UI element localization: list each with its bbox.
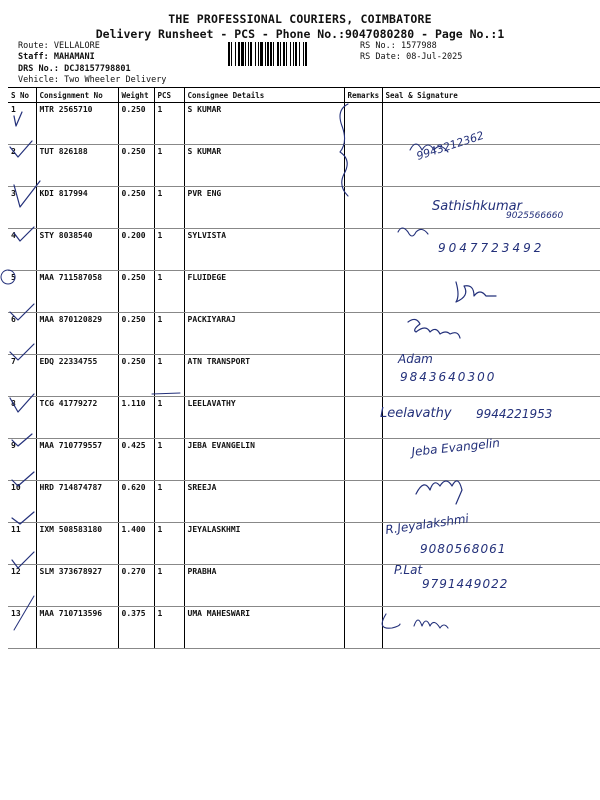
row-signature	[382, 523, 600, 565]
row-consignee: S KUMAR	[184, 145, 344, 187]
vehicle-label: Vehicle:	[18, 75, 59, 85]
row-signature	[382, 313, 600, 355]
row-pcs: 1	[154, 187, 184, 229]
signature-7-name: Adam	[398, 352, 433, 366]
table-row	[8, 271, 600, 313]
row-pcs: 1	[154, 145, 184, 187]
row-signature	[382, 481, 600, 523]
row-weight: 0.200	[118, 229, 154, 271]
row-weight: 1.110	[118, 397, 154, 439]
rs-date-label: RS Date:	[360, 52, 401, 62]
row-consignment-no: TUT 826188	[36, 145, 118, 187]
row-consignment-no: STY 8038540	[36, 229, 118, 271]
row-weight: 1.400	[118, 523, 154, 565]
rs-no-line	[360, 41, 437, 51]
row-sno: 13	[8, 607, 36, 649]
row-remarks	[344, 229, 382, 271]
route-label: Route:	[18, 41, 49, 51]
row-remarks	[344, 313, 382, 355]
row-pcs: 1	[154, 523, 184, 565]
row-consignment-no: HRD 714874787	[36, 481, 118, 523]
row-remarks	[344, 607, 382, 649]
row-weight: 0.375	[118, 607, 154, 649]
row-remarks	[344, 565, 382, 607]
company-title: THE PROFESSIONAL COURIERS, COIMBATORE	[168, 12, 432, 26]
row-pcs: 1	[154, 565, 184, 607]
row-pcs: 1	[154, 481, 184, 523]
rs-date-line	[360, 52, 462, 62]
table-row	[8, 229, 600, 271]
row-consignment-no: MAA 710779557	[36, 439, 118, 481]
row-signature	[382, 397, 600, 439]
table-row	[8, 565, 600, 607]
table-row	[8, 607, 600, 649]
row-pcs: 1	[154, 355, 184, 397]
table-row	[8, 145, 600, 187]
staff-line	[18, 52, 95, 62]
row-sno: 11	[8, 523, 36, 565]
row-consignee: ATN TRANSPORT	[184, 355, 344, 397]
staff-value: MAHAMANI	[53, 52, 95, 62]
row-remarks	[344, 523, 382, 565]
drs-line	[18, 64, 131, 74]
row-pcs: 1	[154, 607, 184, 649]
row-signature	[382, 565, 600, 607]
row-signature	[382, 439, 600, 481]
row-remarks	[344, 145, 382, 187]
row-signature	[382, 607, 600, 649]
row-signature	[382, 355, 600, 397]
signature-12-name: P.Lat	[394, 563, 423, 577]
signature-4-phone: 9047723492	[438, 241, 545, 255]
row-weight: 0.425	[118, 439, 154, 481]
drs-value: DCJ8157798801	[64, 64, 131, 74]
signature-3-phone: 9025566660	[506, 211, 564, 221]
row-weight: 0.250	[118, 103, 154, 145]
row-consignment-no: EDQ 22334755	[36, 355, 118, 397]
row-remarks	[344, 439, 382, 481]
rs-date-value: 08-Jul-2025	[406, 52, 463, 62]
row-sno: 1	[8, 103, 36, 145]
table-header-row	[8, 88, 600, 103]
table-row	[8, 439, 600, 481]
row-consignee: SREEJA	[184, 481, 344, 523]
row-pcs: 1	[154, 229, 184, 271]
row-sno: 10	[8, 481, 36, 523]
row-sno: 9	[8, 439, 36, 481]
row-consignee: UMA MAHESWARI	[184, 607, 344, 649]
row-signature	[382, 271, 600, 313]
signature-9-name: Jeba Evangelin	[410, 435, 501, 459]
row-consignee: S KUMAR	[184, 103, 344, 145]
row-remarks	[344, 271, 382, 313]
row-signature	[382, 103, 600, 145]
table-row	[8, 397, 600, 439]
col-remarks: Remarks	[344, 88, 382, 103]
row-signature	[382, 145, 600, 187]
drs-barcode	[228, 42, 355, 66]
runsheet-subtitle: Delivery Runsheet - PCS - Phone No.:9047080280 - Page No.:1	[95, 27, 505, 41]
row-sno: 2	[8, 145, 36, 187]
row-pcs: 1	[154, 439, 184, 481]
row-sno: 3	[8, 187, 36, 229]
row-consignment-no: MAA 870120829	[36, 313, 118, 355]
rs-no-label: RS No.:	[360, 41, 396, 51]
signature-2-phone: 9943212362	[414, 128, 486, 163]
table-row	[8, 481, 600, 523]
row-pcs: 1	[154, 271, 184, 313]
row-sno: 5	[8, 271, 36, 313]
signature-3-name: Sathishkumar	[432, 199, 522, 214]
row-consignee: PACKIYARAJ	[184, 313, 344, 355]
row-sno: 8	[8, 397, 36, 439]
row-remarks	[344, 397, 382, 439]
table-row	[8, 103, 600, 145]
col-weight: Weight	[118, 88, 154, 103]
row-consignee: PVR ENG	[184, 187, 344, 229]
row-remarks	[344, 103, 382, 145]
col-pcs: PCS	[154, 88, 184, 103]
signature-12-phone: 9791449022	[422, 577, 509, 591]
row-pcs: 1	[154, 103, 184, 145]
row-consignment-no: MAA 711587058	[36, 271, 118, 313]
row-consignee: SYLVISTA	[184, 229, 344, 271]
row-weight: 0.250	[118, 355, 154, 397]
table-row	[8, 355, 600, 397]
row-consignment-no: TCG 41779272	[36, 397, 118, 439]
row-remarks	[344, 481, 382, 523]
drs-label: DRS No.:	[18, 64, 59, 74]
row-weight: 0.250	[118, 187, 154, 229]
row-weight: 0.620	[118, 481, 154, 523]
row-sno: 7	[8, 355, 36, 397]
row-signature	[382, 187, 600, 229]
col-sno: S No	[8, 88, 36, 103]
signature-11-name: R.Jeyalakshmi	[384, 511, 470, 537]
signature-11-phone: 9080568061	[420, 542, 507, 556]
signature-7-phone: 9843640300	[400, 370, 497, 384]
row-signature	[382, 229, 600, 271]
row-consignee: JEYALASKHMI	[184, 523, 344, 565]
row-pcs: 1	[154, 397, 184, 439]
col-consignment: Consignment No	[36, 88, 118, 103]
row-sno: 6	[8, 313, 36, 355]
staff-label: Staff:	[18, 52, 49, 62]
row-remarks	[344, 187, 382, 229]
table-row	[8, 523, 600, 565]
row-weight: 0.250	[118, 271, 154, 313]
row-weight: 0.270	[118, 565, 154, 607]
row-consignee: LEELAVATHY	[184, 397, 344, 439]
table-row	[8, 187, 600, 229]
row-consignment-no: SLM 373678927	[36, 565, 118, 607]
row-sno: 4	[8, 229, 36, 271]
vehicle-line	[18, 75, 166, 85]
row-consignee: JEBA EVANGELIN	[184, 439, 344, 481]
row-consignee: PRABHA	[184, 565, 344, 607]
row-pcs: 1	[154, 313, 184, 355]
row-consignment-no: KDI 817994	[36, 187, 118, 229]
signature-8-phone: 9944221953	[476, 407, 553, 421]
row-weight: 0.250	[118, 313, 154, 355]
row-remarks	[344, 355, 382, 397]
rs-no-value: 1577988	[400, 41, 437, 51]
col-signature: Seal & Signature	[382, 88, 600, 103]
route-line	[18, 41, 100, 51]
signature-8-name: Leelavathy	[380, 406, 452, 421]
runsheet-table	[8, 87, 600, 649]
vehicle-value: Two Wheeler Delivery	[64, 75, 167, 85]
table-row	[8, 313, 600, 355]
row-consignment-no: IXM 508583180	[36, 523, 118, 565]
row-consignment-no: MTR 2565710	[36, 103, 118, 145]
row-sno: 12	[8, 565, 36, 607]
row-consignee: FLUIDEGE	[184, 271, 344, 313]
row-consignment-no: MAA 710713596	[36, 607, 118, 649]
route-value: VELLALORE	[53, 41, 100, 51]
col-consignee: Consignee Details	[184, 88, 344, 103]
barcode-bar	[307, 42, 308, 66]
row-weight: 0.250	[118, 145, 154, 187]
